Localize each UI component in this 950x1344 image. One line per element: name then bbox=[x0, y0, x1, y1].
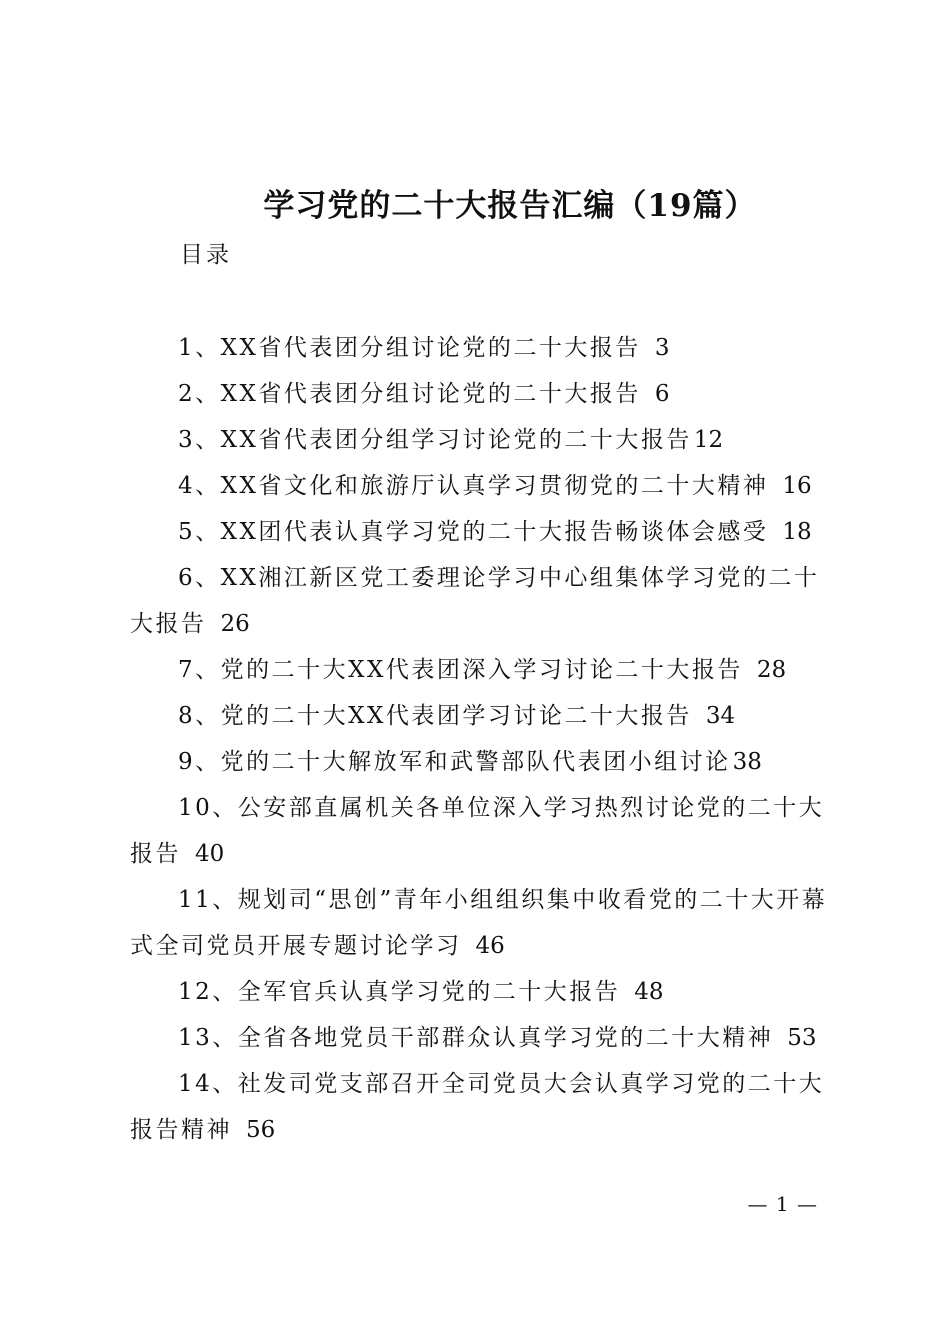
toc-entry-3[interactable] bbox=[130, 417, 835, 463]
toc-entry-page: 18 bbox=[782, 519, 812, 545]
toc-entry-page: 40 bbox=[195, 841, 225, 867]
toc-entry-page: 28 bbox=[756, 657, 787, 683]
toc-entry-label: 4、XX省文化和旅游厅认真学习贯彻党的二十大精神 bbox=[178, 473, 769, 499]
toc-entry-page: 38 bbox=[732, 749, 762, 775]
toc-entry-label: 14、社发司党支部召开全司党员大会认真学习党的二十大报告精神 bbox=[130, 1071, 825, 1143]
toc-entry-page: 6 bbox=[654, 381, 670, 407]
toc-entry-1[interactable] bbox=[130, 325, 835, 371]
toc-entry-page: 16 bbox=[782, 473, 812, 499]
toc-entry-7[interactable] bbox=[130, 647, 835, 693]
toc-entry-14[interactable] bbox=[130, 1061, 835, 1153]
toc-entry-page: 53 bbox=[787, 1025, 817, 1051]
toc-heading: 目录 bbox=[180, 242, 232, 268]
toc-entry-13[interactable] bbox=[130, 1015, 835, 1061]
toc-entry-2[interactable] bbox=[130, 371, 835, 417]
toc-entry-page: 56 bbox=[246, 1117, 276, 1143]
toc-entry-11[interactable] bbox=[130, 877, 835, 969]
toc-entry-8[interactable] bbox=[130, 693, 835, 739]
toc-entry-label: 2、XX省代表团分组讨论党的二十大报告 bbox=[178, 381, 641, 407]
toc-entry-label: 9、党的二十大解放军和武警部队代表团小组讨论 bbox=[178, 749, 731, 775]
toc-entry-page: 26 bbox=[220, 611, 250, 637]
toc-entry-label: 3、XX省代表团分组学习讨论党的二十大报告 bbox=[178, 427, 692, 453]
table-of-contents bbox=[130, 325, 835, 1153]
page-number: — 1 — bbox=[747, 1192, 818, 1216]
toc-entry-9[interactable] bbox=[130, 739, 835, 785]
toc-entry-label: 8、党的二十大XX代表团学习讨论二十大报告 bbox=[178, 703, 692, 729]
toc-entry-label: 7、党的二十大XX代表团深入学习讨论二十大报告 bbox=[178, 657, 743, 683]
toc-entry-label: 5、XX团代表认真学习党的二十大报告畅谈体会感受 bbox=[178, 519, 769, 545]
toc-entry-page: 3 bbox=[654, 335, 670, 361]
toc-entry-page: 12 bbox=[693, 427, 724, 453]
toc-entry-page: 48 bbox=[634, 979, 664, 1005]
toc-entry-label: 1、XX省代表团分组讨论党的二十大报告 bbox=[178, 335, 641, 361]
document-title: 学习党的二十大报告汇编（19篇） bbox=[263, 188, 757, 224]
toc-entry-4[interactable] bbox=[130, 463, 835, 509]
toc-entry-page: 34 bbox=[705, 703, 736, 729]
toc-entry-label: 12、全军官兵认真学习党的二十大报告 bbox=[178, 979, 621, 1005]
toc-entry-5[interactable] bbox=[130, 509, 835, 555]
toc-entry-label: 11、规划司“思创”青年小组组织集中收看党的二十大开幕式全司党员开展专题讨论学习 bbox=[130, 887, 828, 959]
toc-entry-label: 13、全省各地党员干部群众认真学习党的二十大精神 bbox=[178, 1025, 774, 1051]
toc-entry-label: 10、公安部直属机关各单位深入学习热烈讨论党的二十大报告 bbox=[130, 795, 825, 867]
toc-entry-6[interactable] bbox=[130, 555, 835, 647]
toc-entry-12[interactable] bbox=[130, 969, 835, 1015]
toc-entry-10[interactable] bbox=[130, 785, 835, 877]
toc-entry-page: 46 bbox=[475, 933, 505, 959]
toc-entry-label: 6、XX湘江新区党工委理论学习中心组集体学习党的二十大报告 bbox=[130, 565, 820, 637]
